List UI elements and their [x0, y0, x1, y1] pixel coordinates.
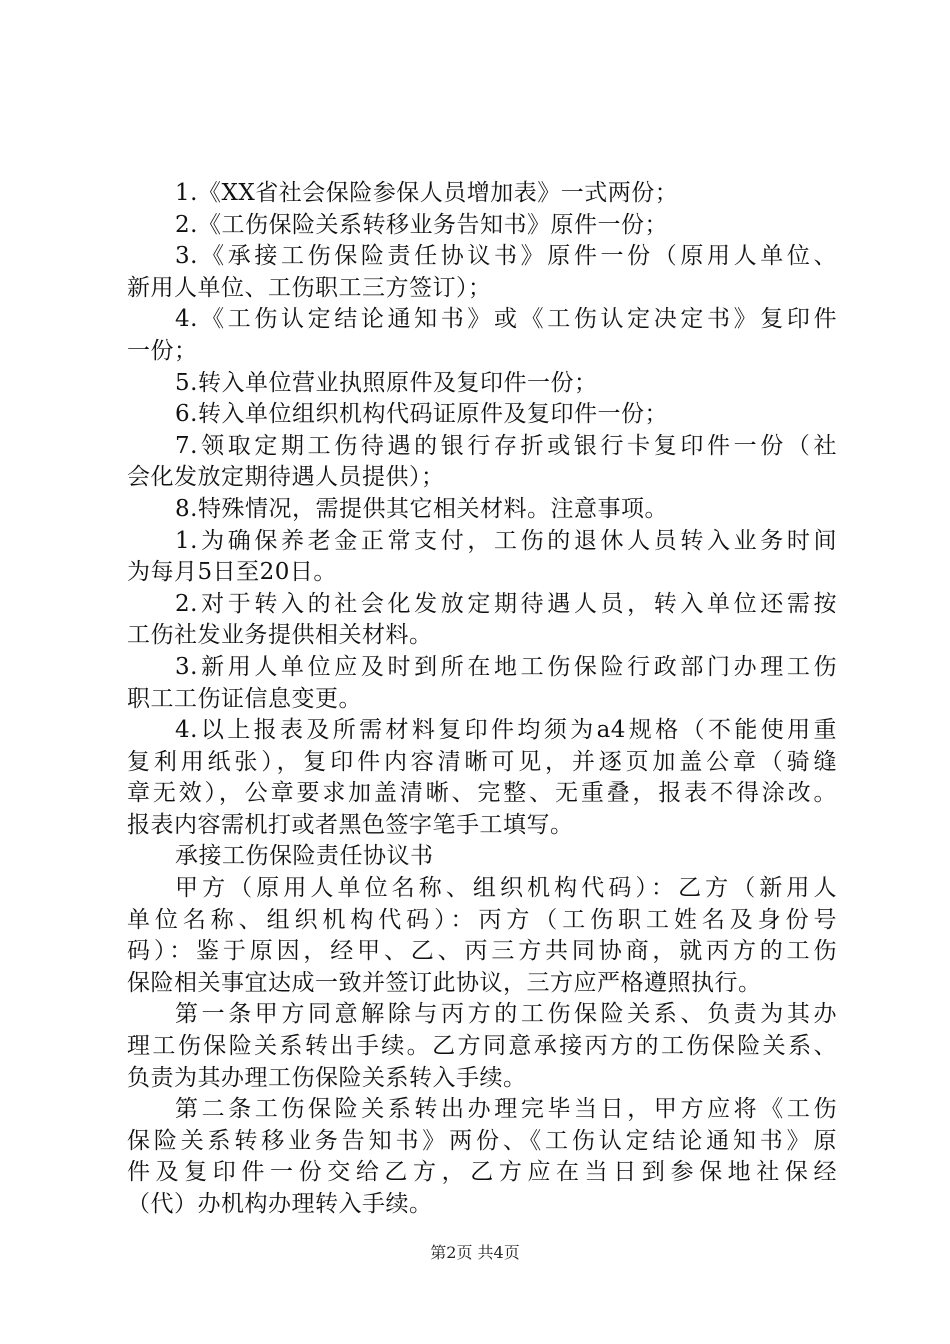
text-line: 承接工伤保险责任协议书 [175, 843, 434, 870]
text-line: 甲方（原用人单位名称、组织机构代码）：乙方（新用人 [175, 875, 837, 902]
text-line: 5.转入单位营业执照原件及复印件一份； [175, 369, 598, 396]
text-line: 工伤社发业务提供相关材料。 [127, 622, 433, 649]
text-line: 单位名称、组织机构代码）：丙方（工伤职工姓名及身份号 [127, 906, 837, 933]
text-line: 第二条工伤保险关系转出办理完毕当日，甲方应将《工伤 [175, 1096, 837, 1123]
text-line: 职工工伤证信息变更。 [127, 685, 362, 712]
text-line: 4.《工伤认定结论通知书》或《工伤认定决定书》复印件 [175, 306, 837, 333]
text-line: 件及复印件一份交给乙方，乙方应在当日到参保地社保经 [127, 1159, 837, 1186]
text-line: 2.对于转入的社会化发放定期待遇人员，转入单位还需按 [175, 590, 837, 617]
text-line: 新用人单位、工伤职工三方签订）； [127, 274, 492, 301]
page-number: 第2页 共4页 [430, 1243, 520, 1262]
text-line: 理工伤保险关系转出手续。乙方同意承接丙方的工伤保险关系、 [127, 1033, 837, 1060]
text-line: （代）办机构办理转入手续。 [127, 1191, 433, 1217]
text-line: 一份； [127, 337, 198, 364]
text-line: 复利用纸张），复印件内容清晰可见，并逐页加盖公章（骑缝 [127, 748, 837, 775]
text-line: 章无效），公章要求加盖清晰、完整、无重叠，报表不得涂改。 [127, 780, 837, 807]
text-line: 负责为其办理工伤保险关系转入手续。 [127, 1064, 527, 1091]
text-line: 1.为确保养老金正常支付，工伤的退休人员转入业务时间 [175, 527, 837, 554]
text-line: 码）：鉴于原因，经甲、乙、丙三方共同协商，就丙方的工伤 [127, 938, 837, 965]
text-line: 7.领取定期工伤待遇的银行存折或银行卡复印件一份（社 [175, 432, 837, 459]
text-line: 保险关系转移业务告知书》两份、《工伤认定结论通知书》原 [127, 1127, 837, 1154]
text-line: 会化发放定期待遇人员提供）； [127, 464, 445, 491]
text-line: 为每月5日至20日。 [127, 559, 337, 586]
text-line: 报表内容需机打或者黑色签字笔手工填写。 [127, 811, 574, 838]
text-line: 6.转入单位组织机构代码证原件及复印件一份； [175, 401, 668, 428]
text-line: 3.新用人单位应及时到所在地工伤保险行政部门办理工伤 [175, 653, 837, 680]
document-body [127, 178, 837, 1221]
text-line: 1.《XX省社会保险参保人员增加表》一式两份； [175, 180, 679, 206]
text-line: 第一条甲方同意解除与丙方的工伤保险关系、负责为其办 [175, 1001, 837, 1028]
text-line: 8.特殊情况，需提供其它相关材料。注意事项。 [175, 495, 668, 522]
text-line: 4.以上报表及所需材料复印件均须为a4规格（不能使用重 [175, 717, 837, 744]
text-line: 3.《承接工伤保险责任协议书》原件一份（原用人单位、 [175, 243, 837, 270]
text-line: 2.《工伤保险关系转移业务告知书》原件一份； [175, 211, 668, 238]
text-line: 保险相关事宜达成一致并签订此协议，三方应严格遵照执行。 [127, 969, 762, 996]
